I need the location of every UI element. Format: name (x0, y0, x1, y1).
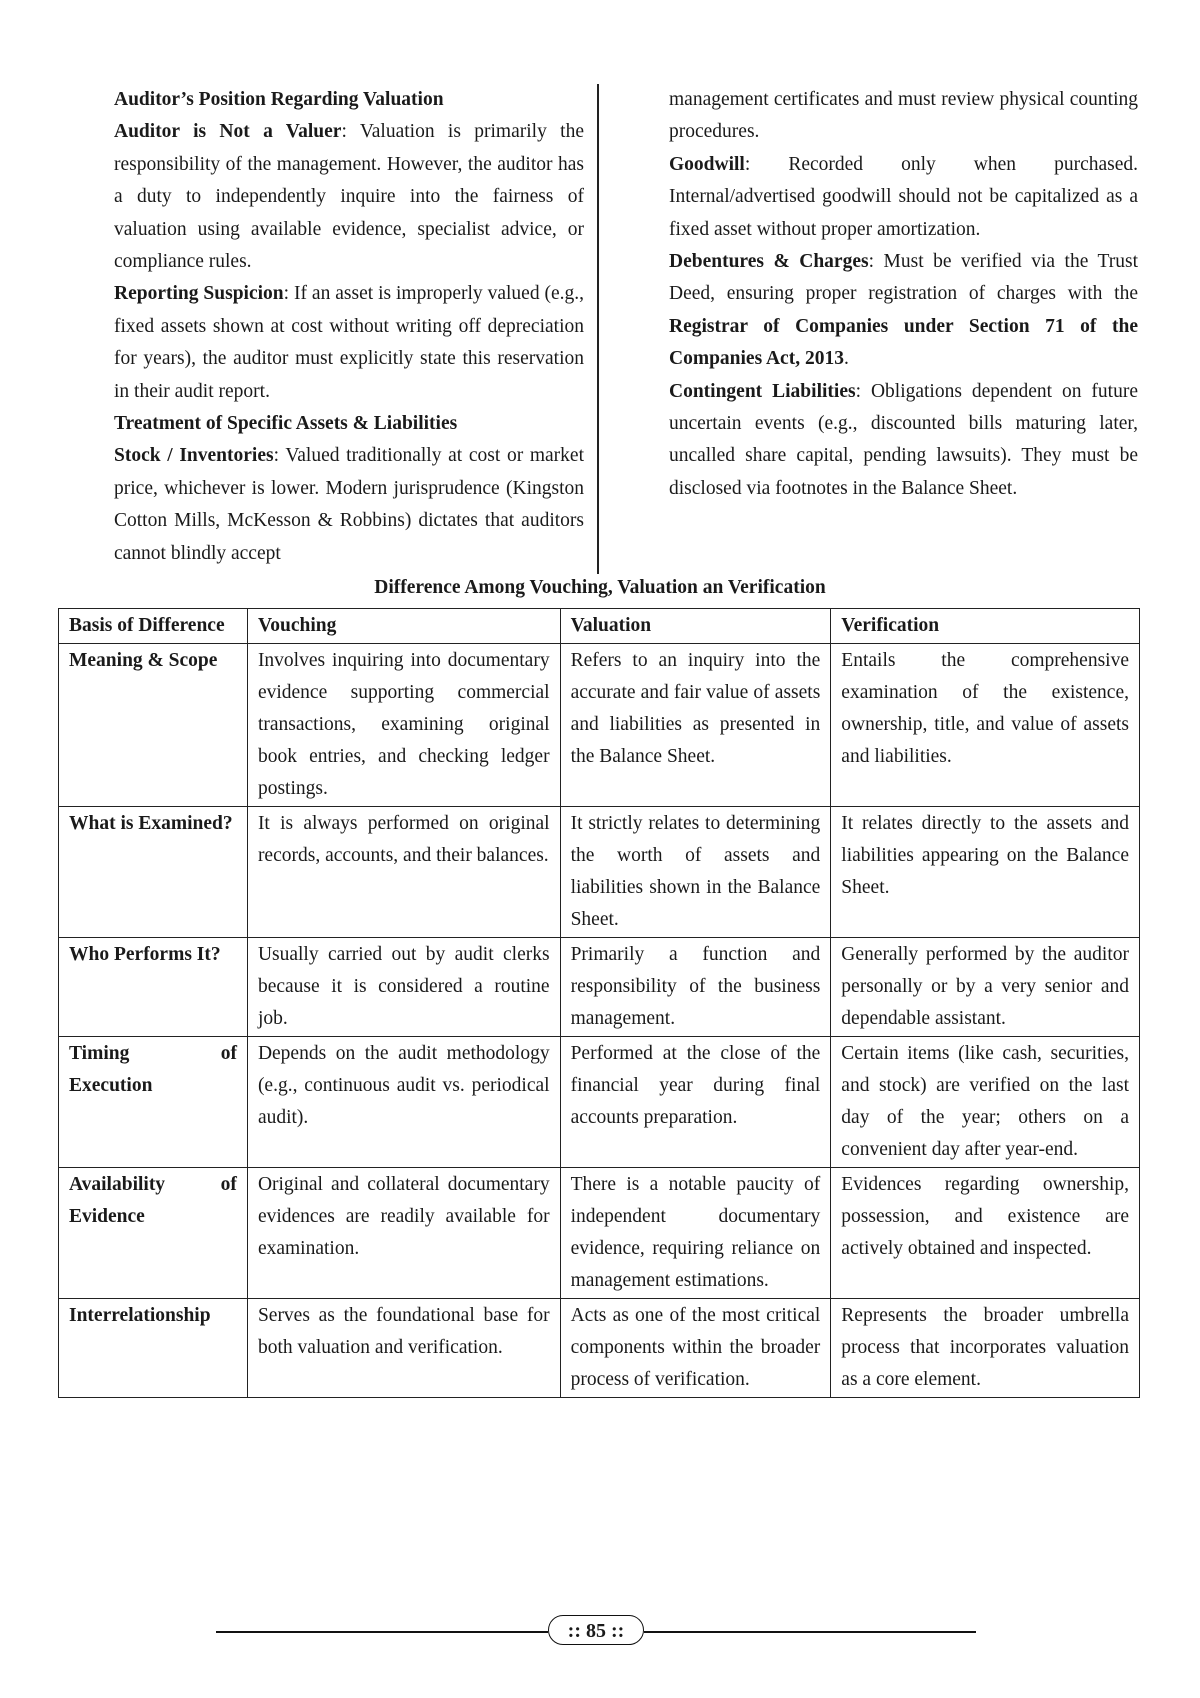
header-cell: Valuation (560, 609, 831, 644)
header-cell: Verification (831, 609, 1140, 644)
basis-cell: What is Examined? (59, 807, 248, 938)
paragraph-continuation: management certificates and must review physical counting procedures. (669, 89, 1138, 143)
table-header-row (59, 609, 1140, 644)
table-row (59, 1168, 1140, 1299)
basis-cell: Who Performs It? (59, 938, 248, 1037)
table-row (59, 938, 1140, 1037)
comparison-table (58, 608, 1140, 1398)
left-column (114, 84, 584, 570)
table-cell: It relates directly to the assets and liabilities appearing on the Balance Sheet. (831, 807, 1140, 938)
header-cell: Basis of Difference (59, 609, 248, 644)
table-cell: Evidences regarding ownership, possession, and existence are actively obtained and inspected. (831, 1168, 1140, 1299)
footer-rule-right (644, 1631, 976, 1633)
table-cell: Generally performed by the auditor personally or by a very senior and dependable assistant. (831, 938, 1140, 1037)
table-row (59, 807, 1140, 938)
table-cell: Represents the broader umbrella process that incorporates valuation as a core element. (831, 1299, 1140, 1398)
paragraph-auditor-not-valuer: Auditor is Not a Valuer: Valuation is primarily the responsibility of the management. However, the auditor has a duty to independently inquire into the fairness of valuation using available evidence, specialist advice, or compliance rules. (114, 121, 584, 273)
paragraph-contingent-liabilities: Contingent Liabilities: Obligations dependent on future uncertain events (e.g., discounted bills maturing later, uncalled share capital, pending lawsuits). They must be disclosed via footnotes in the Balance Sheet. (669, 380, 1138, 499)
paragraph-debentures-charges: Debentures & Charges: Must be verified via the Trust Deed, ensuring proper registration of charges with the Registrar of Companies under Section 71 of the Companies Act, 2013. (669, 251, 1138, 370)
basis-cell: Meaning & Scope (59, 644, 248, 807)
table-cell: Usually carried out by audit clerks because it is considered a routine job. (247, 938, 560, 1037)
table-cell: There is a notable paucity of independent documentary evidence, requiring reliance on management estimations. (560, 1168, 831, 1299)
section-heading: Auditor’s Position Regarding Valuation (114, 89, 444, 110)
basis-cell: Interrelationship (59, 1299, 248, 1398)
table-cell: Entails the comprehensive examination of the existence, ownership, title, and value of assets and liabilities. (831, 644, 1140, 807)
table-cell: Involves inquiring into documentary evidence supporting commercial transactions, examining original book entries, and checking ledger postings. (247, 644, 560, 807)
table-cell: Depends on the audit methodology (e.g., continuous audit vs. periodical audit). (247, 1037, 560, 1168)
section-heading: Treatment of Specific Assets & Liabilities (114, 413, 458, 435)
right-column (669, 84, 1138, 505)
table-cell: Primarily a function and responsibility of the business management. (560, 938, 831, 1037)
column-divider (597, 84, 599, 574)
table-cell: Refers to an inquiry into the accurate and fair value of assets and liabilities as presented in the Balance Sheet. (560, 644, 831, 807)
table-cell: Original and collateral documentary evidences are readily available for examination. (247, 1168, 560, 1299)
header-cell: Vouching (247, 609, 560, 644)
table-cell: Acts as one of the most critical components within the broader process of verification. (560, 1299, 831, 1398)
table-cell: It strictly relates to determining the worth of assets and liabilities shown in the Balance Sheet. (560, 807, 831, 938)
two-column-text (114, 84, 1138, 574)
paragraph-stock-inventories: Stock / Inventories: Valued traditionally at cost or market price, whichever is lower. Modern jurisprudence (Kingston Cotton Mills, McKesson & Robbins) dictates that auditors cannot blindly accept (114, 445, 584, 564)
table-row (59, 644, 1140, 807)
table-cell: It is always performed on original records, accounts, and their balances. (247, 807, 560, 938)
table-row (59, 1299, 1140, 1398)
table-cell: Serves as the foundational base for both valuation and verification. (247, 1299, 560, 1398)
table-cell: Certain items (like cash, securities, and stock) are verified on the last day of the year; others on a convenient day after year-end. (831, 1037, 1140, 1168)
page-footer (216, 1614, 976, 1648)
table-cell: Performed at the close of the financial year during final accounts preparation. (560, 1037, 831, 1168)
table-row (59, 1037, 1140, 1168)
table-title: Difference Among Vouching, Valuation an Verification (374, 577, 826, 598)
paragraph-reporting-suspicion: Reporting Suspicion: If an asset is improperly valued (e.g., fixed assets shown at cost without writing off depreciation for years), the auditor must explicitly state this reservation in their audit report. (114, 283, 585, 402)
basis-cell: Timing of Execution (59, 1037, 248, 1168)
basis-cell: Availability of Evidence (59, 1168, 248, 1299)
page-number: :: 85 :: (548, 1615, 644, 1645)
paragraph-goodwill: Goodwill: Recorded only when purchased. Internal/advertised goodwill should not be capitalized as a fixed asset without proper amortization. (669, 153, 1138, 240)
footer-rule-left (216, 1631, 548, 1633)
